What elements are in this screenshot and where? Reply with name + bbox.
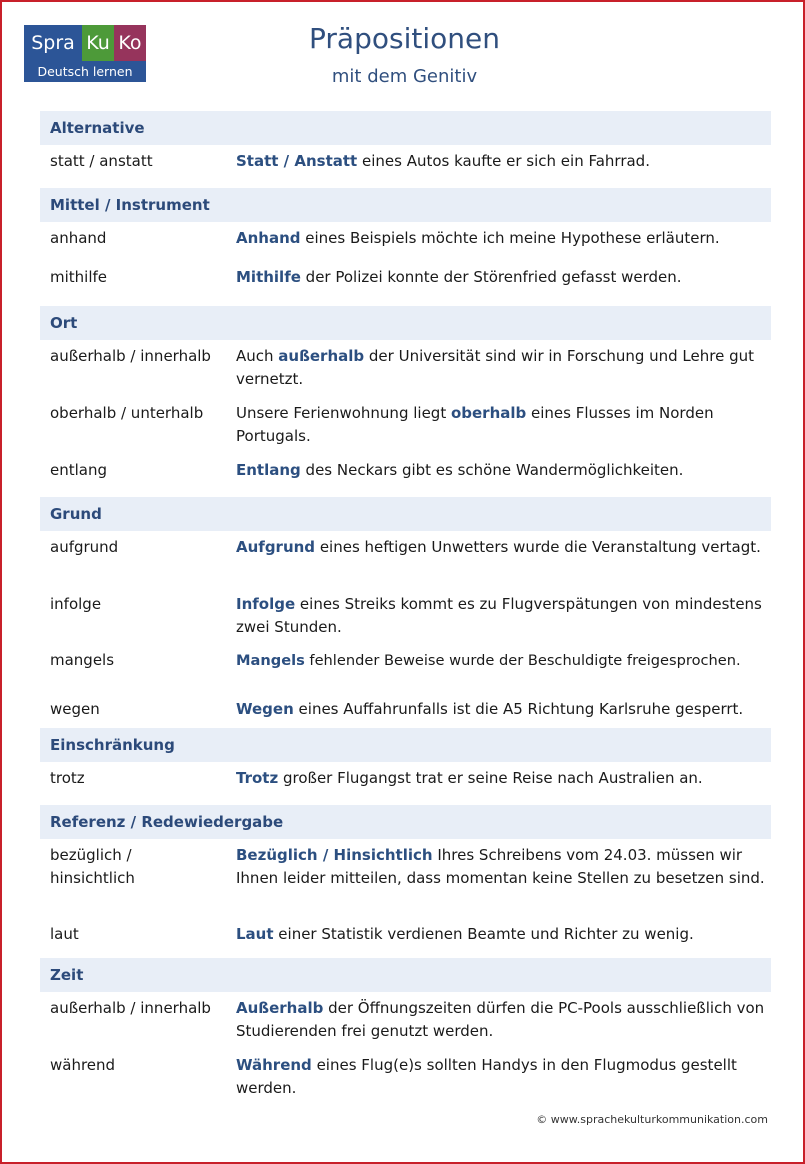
highlighted-preposition: Infolge (236, 595, 296, 613)
preposition-term: trotz (50, 769, 85, 787)
example-sentence (236, 459, 771, 497)
sentence-rest: eines Beispiels möchte ich meine Hypothese erläutern. (300, 229, 720, 247)
table-row (40, 397, 771, 454)
table-row (40, 693, 771, 728)
table-row (40, 454, 771, 497)
highlighted-preposition: Mangels (236, 652, 305, 669)
sentence-rest: eines Streiks kommt es zu Flugverspätungen von mindestens zwei Stunden. (236, 595, 762, 636)
section-heading-mittel-instrument: Mittel / Instrument (40, 188, 771, 222)
highlighted-preposition: Anhand (236, 229, 301, 247)
copyright-footer: © www.sprachekulturkommunikation.com (536, 1113, 768, 1126)
page-title: Präpositionen (309, 22, 500, 55)
logo-subtitle: Deutsch lernen (24, 61, 146, 82)
example-sentence (236, 266, 771, 306)
example-sentence (236, 1054, 771, 1106)
highlighted-preposition: Trotz (236, 769, 279, 787)
sentence-rest: eines Autos kaufte er sich ein Fahrrad. (357, 152, 650, 170)
logo-part-ku: Ku (82, 25, 114, 61)
sentence-rest: eines heftigen Unwetters wurde die Veranstaltung vertagt. (315, 538, 761, 556)
preposition-term: anhand (50, 229, 107, 247)
section-heading-einschraenkung: Einschränkung (40, 728, 771, 762)
preposition-term: wegen (50, 700, 100, 718)
table-row (40, 222, 771, 261)
example-sentence (236, 698, 771, 728)
example-sentence (236, 649, 771, 693)
table-row (40, 1049, 771, 1106)
sentence-rest: eines Flug(e)s sollten Handys in den Flugmodus gestellt werden. (236, 1056, 737, 1097)
preposition-term: mangels (50, 651, 115, 669)
logo-part-spra: Spra (24, 25, 82, 61)
sentence-rest: der Polizei konnte der Störenfried gefasst werden. (300, 268, 682, 286)
section-heading-alternative: Alternative (40, 111, 771, 145)
sentence-rest: der Universität sind wir in Forschung und Lehre gut vernetzt. (236, 347, 755, 388)
example-sentence (236, 767, 771, 805)
highlighted-preposition: Aufgrund (236, 538, 316, 556)
sentence-rest: großer Flugangst trat er seine Reise nach Australien an. (278, 769, 703, 787)
section-heading-ort: Ort (40, 306, 771, 340)
section-heading-grund: Grund (40, 497, 771, 531)
sentence-rest: des Neckars gibt es schöne Wandermöglichkeiten. (300, 461, 684, 479)
section-heading-zeit: Zeit (40, 958, 771, 992)
logo-part-ko: Ko (114, 25, 146, 61)
example-sentence (236, 402, 771, 454)
sentence-rest: einer Statistik verdienen Beamte und Richter zu wenig. (273, 925, 694, 943)
highlighted-preposition: Entlang (236, 461, 301, 479)
example-sentence (236, 997, 771, 1049)
preposition-term: aufgrund (50, 538, 119, 556)
preposition-term: bezüglich / hinsichtlich (50, 846, 135, 887)
preposition-term: außerhalb / innerhalb (50, 999, 211, 1017)
sentence-rest: der Öffnungszeiten dürfen die PC-Pools ausschließlich von Studierenden frei genutzt werden. (236, 999, 765, 1040)
preposition-term: statt / anstatt (50, 152, 153, 170)
table-row (40, 839, 771, 918)
table-row (40, 531, 771, 588)
preposition-table (40, 111, 771, 1106)
highlighted-preposition: oberhalb (450, 404, 527, 422)
sentence-rest: fehlender Beweise wurde der Beschuldigte freigesprochen. (304, 652, 741, 669)
table-row (40, 644, 771, 693)
table-row (40, 762, 771, 805)
highlighted-preposition: Statt / Anstatt (236, 152, 358, 170)
example-sentence (236, 844, 771, 918)
sentence-start: Auch (236, 347, 279, 365)
sentence-start: Unsere Ferienwohnung liegt (236, 404, 451, 422)
example-sentence (236, 593, 771, 644)
preposition-term: während (50, 1056, 116, 1074)
preposition-term: entlang (50, 461, 108, 479)
section-heading-referenz: Referenz / Redewiedergabe (40, 805, 771, 839)
example-sentence (236, 227, 771, 261)
highlighted-preposition: Mithilfe (236, 268, 301, 286)
preposition-term: oberhalb / unterhalb (50, 404, 204, 422)
sentence-rest: eines Auffahrunfalls ist die A5 Richtung Karlsruhe gesperrt. (293, 700, 744, 718)
example-sentence (236, 345, 771, 397)
table-row (40, 261, 771, 306)
table-row (40, 992, 771, 1049)
highlighted-preposition: Während (236, 1056, 312, 1074)
table-row (40, 918, 771, 958)
preposition-term: außerhalb / innerhalb (50, 347, 211, 365)
page-subtitle: mit dem Genitiv (331, 66, 478, 87)
example-sentence (236, 536, 771, 588)
sentence-rest: eines Flusses im Norden Portugals. (236, 404, 714, 445)
highlighted-preposition: Außerhalb (236, 999, 324, 1017)
table-row (40, 588, 771, 644)
highlighted-preposition: Bezüglich / Hinsichtlich (236, 846, 433, 864)
highlighted-preposition: Laut (236, 925, 274, 943)
preposition-term: laut (50, 925, 79, 943)
example-sentence (236, 923, 771, 958)
sentence-rest: Ihres Schreibens vom 24.03. müssen wir Ihnen leider mitteilen, dass momentan keine Stellen zu besetzen sind. (236, 846, 765, 887)
highlighted-preposition: Wegen (236, 700, 294, 718)
highlighted-preposition: außerhalb (278, 347, 365, 365)
example-sentence (236, 150, 771, 188)
table-row (40, 145, 771, 188)
preposition-term: mithilfe (50, 268, 108, 286)
table-row (40, 340, 771, 397)
preposition-term: infolge (50, 595, 102, 613)
